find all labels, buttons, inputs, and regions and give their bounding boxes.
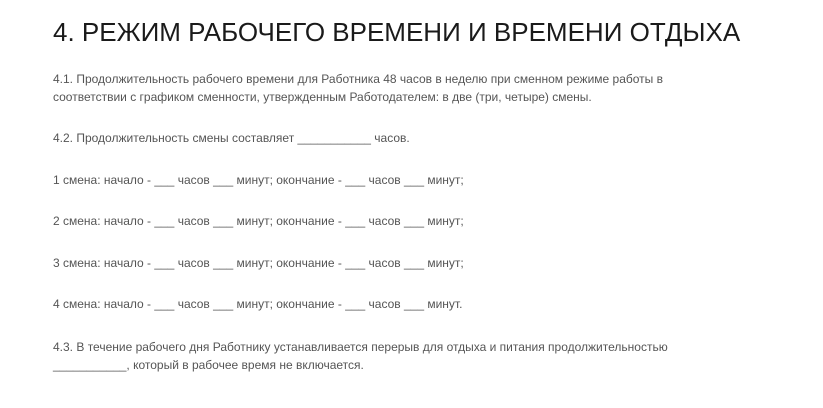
section-title: 4. РЕЖИМ РАБОЧЕГО ВРЕМЕНИ И ВРЕМЕНИ ОТДЫХА bbox=[53, 17, 741, 47]
paragraph-4-2-text: 4.2. Продолжительность смены составляет ___________ часов. bbox=[53, 131, 410, 145]
paragraph-4-1-line-2: соответствии с графиком сменности, утвержденным Работодателем: в две (три, четыре) смены. bbox=[53, 90, 592, 104]
shift-4-schedule bbox=[53, 295, 773, 313]
shift-2-text: 2 смена: начало - ___ часов ___ минут; окончание - ___ часов ___ минут; bbox=[53, 214, 464, 228]
paragraph-4-1 bbox=[53, 70, 773, 106]
paragraph-4-3-line-2: ___________, который в рабочее время не включается. bbox=[53, 358, 364, 372]
shift-3-text: 3 смена: начало - ___ часов ___ минут; окончание - ___ часов ___ минут; bbox=[53, 256, 464, 270]
paragraph-4-1-line-1: 4.1. Продолжительность рабочего времени для Работника 48 часов в неделю при сменном режиме работы в bbox=[53, 72, 664, 86]
shift-3-schedule bbox=[53, 254, 773, 272]
paragraph-4-3-line-1: 4.3. В течение рабочего дня Работнику устанавливается перерыв для отдыха и питания продолжительностью bbox=[53, 340, 668, 354]
shift-4-text: 4 смена: начало - ___ часов ___ минут; окончание - ___ часов ___ минут. bbox=[53, 297, 463, 311]
shift-2-schedule bbox=[53, 212, 773, 230]
shift-1-text: 1 смена: начало - ___ часов ___ минут; окончание - ___ часов ___ минут; bbox=[53, 173, 464, 187]
paragraph-4-3 bbox=[53, 338, 773, 374]
shift-1-schedule bbox=[53, 171, 773, 189]
paragraph-4-2 bbox=[53, 129, 773, 147]
